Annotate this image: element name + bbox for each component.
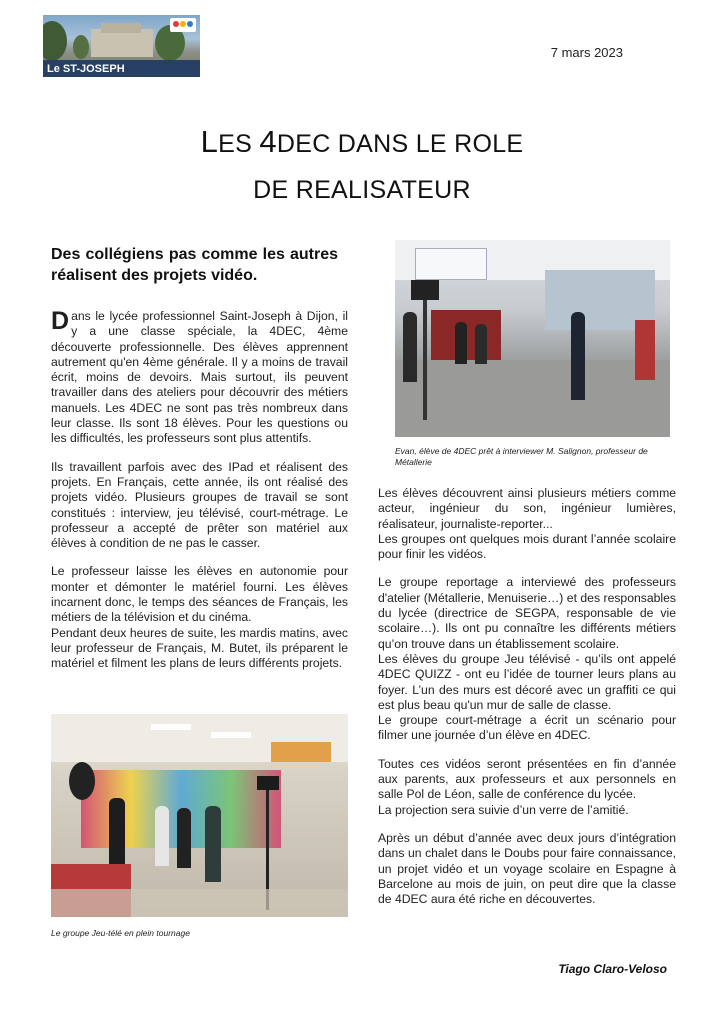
logo-mark-icon [170, 18, 196, 32]
school-logo-banner [43, 15, 200, 77]
workshop-interview-photo [395, 240, 670, 437]
paragraph: Les élèves du groupe Jeu télévisé - qu’ils ont appelé 4DEC QUIZZ - ont eu l’idée de tourner leurs plans au foyer. L’un des murs est décoré avec un graffiti ce qui est plus beau qu'un mur de salle de classe. [378, 651, 676, 712]
tv-photo-caption: Le groupe Jeu-télé en plein tournage [51, 928, 190, 938]
left-column-text [51, 309, 348, 685]
paragraph: Ils travaillent parfois avec des IPad et réalisent des projets. En Français, cette année, ils ont réalisé des projets vidéo. Plusieurs groupes de travail se sont constitués : interview, jeu télévisé, court-métrage. Le professeur a accepté de prêter son matériel aux élèves à condition de ne pas le casser. [51, 459, 348, 551]
paragraph: Après un début d’année avec deux jours d’intégration dans un chalet dans le Doubs pour faire connaissance, un projet vidéo et un voyage scolaire en Espagne à Barcelone au mois de juin, on peut dire que la classe de 4DEC aura été riche en découvertes. [378, 830, 676, 907]
paragraph: Les groupes ont quelques mois durant l’année scolaire pour finir les vidéos. [378, 531, 676, 562]
paragraph: Toutes ces vidéos seront présentées en fin d’année aux parents, aux professeurs et aux personnels en salle Pol de Léon, salle de conférence du lycée. [378, 756, 676, 802]
paragraph: Le groupe court-métrage a écrit un scénario pour filmer une journée d’un élève en 4DEC. [378, 713, 676, 743]
paragraph: Le groupe reportage a interviewé des professeurs d'atelier (Métallerie, Menuiserie…) et des responsables du lycée (directrice de SEGPA, responsable de vie scolaire…). Ils ont pu connaître les différents métiers qu’on trouve dans un établissement scolaire. [378, 575, 676, 651]
paragraph: Les élèves découvrent ainsi plusieurs métiers comme acteur, ingénieur du son, ingénieur lumières, réalisateur, journaliste-reporter... [378, 486, 676, 531]
paragraph: Pendant deux heures de suite, les mardis matins, avec leur professeur de Français, M. Butet, ils préparent le matériel et filment les plans de leurs différents projets. [51, 625, 348, 671]
logo-text: Le ST-JOSEPH [47, 63, 125, 75]
article-date: 7 mars 2023 [550, 45, 623, 60]
paragraph-intro: Dans le lycée professionnel Saint-Joseph à Dijon, il y a une classe spéciale, la 4DEC, 4ème découverte professionnelle. Des élèves apprennent autrement qu'en 4ème générale. Il y a moins de travail écrit, moins de devoirs. Mais surtout, ils peuvent travailler dans des ateliers pour découvrir des métiers manuels. Les 4DEC ne sont pas très nombreux dans leur classe. Ils sont 18 élèves. Pour les questions ou les difficultés, les professeurs sont plus attentifs. [51, 307, 348, 446]
paragraph: Le professeur laisse les élèves en autonomie pour monter et démonter le matériel fourni. Les élèves incarnent donc, le temps des séances de Français, les métiers de la télévision et du cinéma. [51, 564, 348, 625]
author-signature: Tiago Claro-Veloso [558, 962, 667, 976]
workshop-photo-caption: Evan, élève de 4DEC prêt à interviewer M. Salignon, professeur de Métallerie [395, 446, 648, 467]
paragraph: La projection sera suivie d’un verre de l’amitié. [378, 802, 629, 817]
page-title-line-2: DE REALISATEUR [253, 176, 471, 204]
drop-cap: D [51, 307, 70, 335]
right-column-text [378, 486, 676, 920]
article-subheading: Des collégiens pas comme les autres réalisent des projets vidéo. [51, 246, 338, 284]
tv-quiz-shoot-photo [51, 714, 348, 917]
page-title-line-1: LES 4DEC DANS LE ROLE [200, 124, 524, 159]
